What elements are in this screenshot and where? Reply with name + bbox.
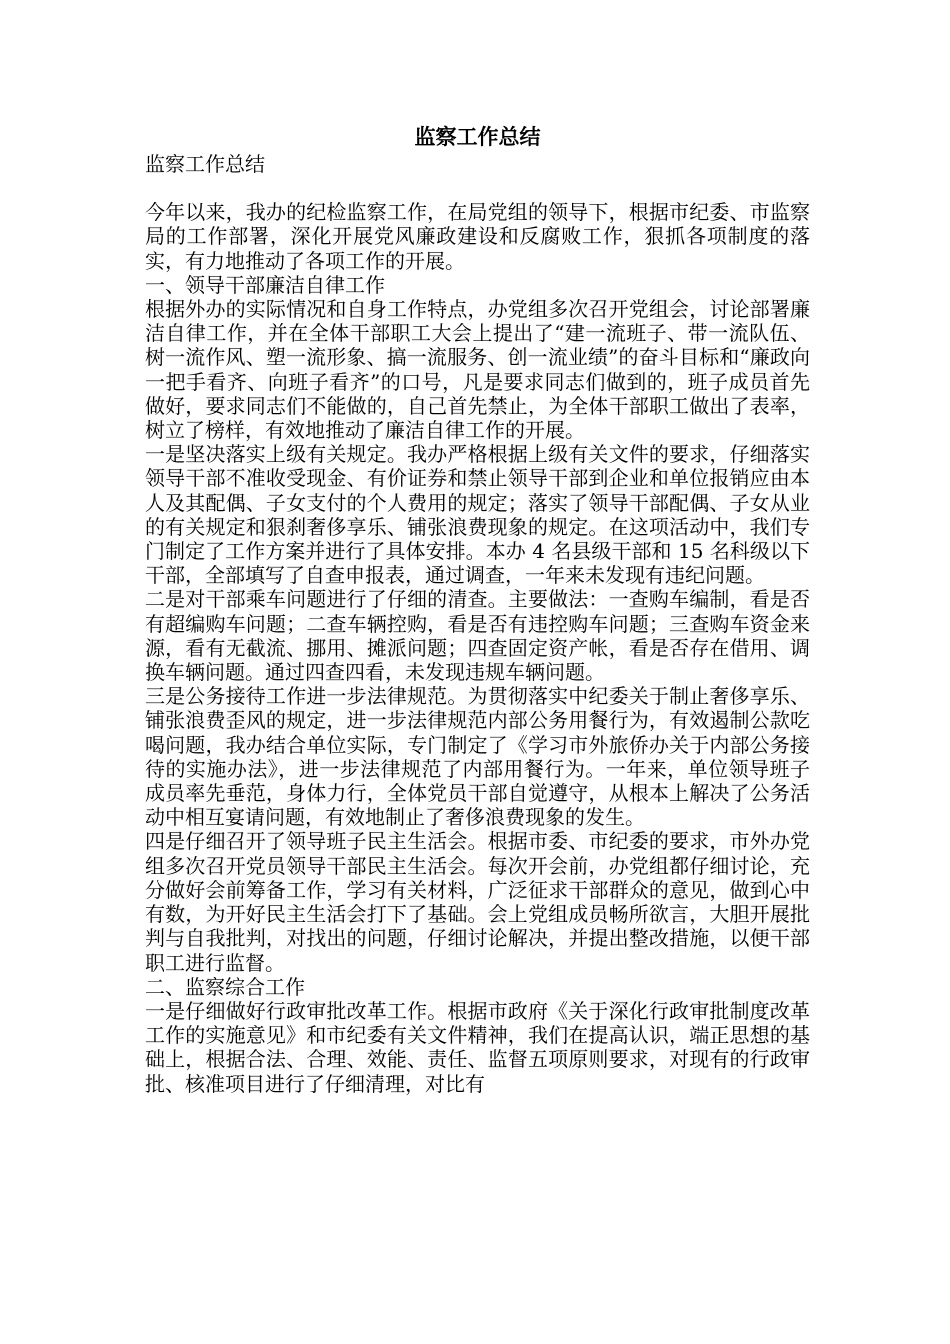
paragraph-point-3: 三是公务接待工作进一步法律规范。为贯彻落实中纪委关于制止奢侈享乐、铺张浪费歪风的规定，进一步法律规范内部公务用餐行为，有效遏制公款吃喝问题，我办结合单位实际，专门制定了《学习市外旅侨办关于内部公务接待的实施办法》，进一步法律规范了内部用餐行为。一年来，单位领导班子成员率先垂范，身体力行，全体党员干部自觉遵守，从根本上解决了公务活动中相互宴请问题，有效地制止了奢侈浪费现象的发生。 <box>145 684 810 830</box>
section-heading-1: 一、领导干部廉洁自律工作 <box>145 272 385 297</box>
document-subtitle: 监察工作总结 <box>145 152 265 176</box>
paragraph-intro: 今年以来，我办的纪检监察工作，在局党组的领导下，根据市纪委、市监察局的工作部署，深化开展党风廉政建设和反腐败工作，狠抓各项制度的落实，有力地推动了各项工作的开展。 <box>145 200 810 273</box>
paragraph-review-reform: 一是仔细做好行政审批改革工作。根据市政府《关于深化行政审批制度改革工作的实施意见》和市纪委有关文件精神，我们在提高认识，端正思想的基础上，根据合法、合理、效能、责任、监督五项原则要求，对现有的行政审批、核准项目进行了仔细清理，对比有 <box>145 998 810 1096</box>
section-heading-2: 二、监察综合工作 <box>145 974 305 999</box>
blank-line <box>145 176 810 200</box>
paragraph-point-4: 四是仔细召开了领导班子民主生活会。根据市委、市纪委的要求，市外办党组多次召开党员领导干部民主生活会。每次开会前，办党组都仔细讨论，充分做好会前筹备工作，学习有关材料，广泛征求干部群众的意见，做到心中有数，为开好民主生活会打下了基础。会上党组成员畅所欲言，大胆开展批判与自我批判，对找出的问题，仔细讨论解决，并提出整改措施，以便干部职工进行监督。 <box>145 829 810 975</box>
paragraph-point-2: 二是对干部乘车问题进行了仔细的清查。主要做法：一查购车编制，看是否有超编购车问题；二查车辆控购，看是否有违控购车问题；三查购车资金来源，看有无截流、挪用、摊派问题；四查固定资产帐，看是否存在借用、调换车辆问题。通过四查四看，未发现违规车辆问题。 <box>145 587 810 685</box>
paragraph-self-discipline: 根据外办的实际情况和自身工作特点，办党组多次召开党组会，讨论部署廉洁自律工作，并在全体干部职工大会上提出了“建一流班子、带一流队伍、树一流作风、塑一流形象、搞一流服务、创一流业绩”的奋斗目标和“廉政向一把手看齐、向班子看齐”的口号，凡是要求同志们做到的，班子成员首先做好，要求同志们不能做的，自己首先禁止，为全体干部职工做出了表率，树立了榜样，有效地推动了廉洁自律工作的开展。 <box>145 297 810 443</box>
document-title: 监察工作总结 <box>414 124 541 149</box>
paragraph-point-1: 一是坚决落实上级有关规定。我办严格根据上级有关文件的要求，仔细落实领导干部不准收受现金、有价证券和禁止领导干部到企业和单位报销应由本人及其配偶、子女支付的个人费用的规定；落实了领导干部配偶、子女从业的有关规定和狠刹奢侈享乐、铺张浪费现象的规定。在这项活动中，我们专门制定了工作方案并进行了具体安排。本办 4 名县级干部和 15 名科级以下干部，全部填写了自查申报表，通过调查，一年来未发现有违纪问题。 <box>145 442 810 588</box>
document-page <box>145 122 810 1096</box>
